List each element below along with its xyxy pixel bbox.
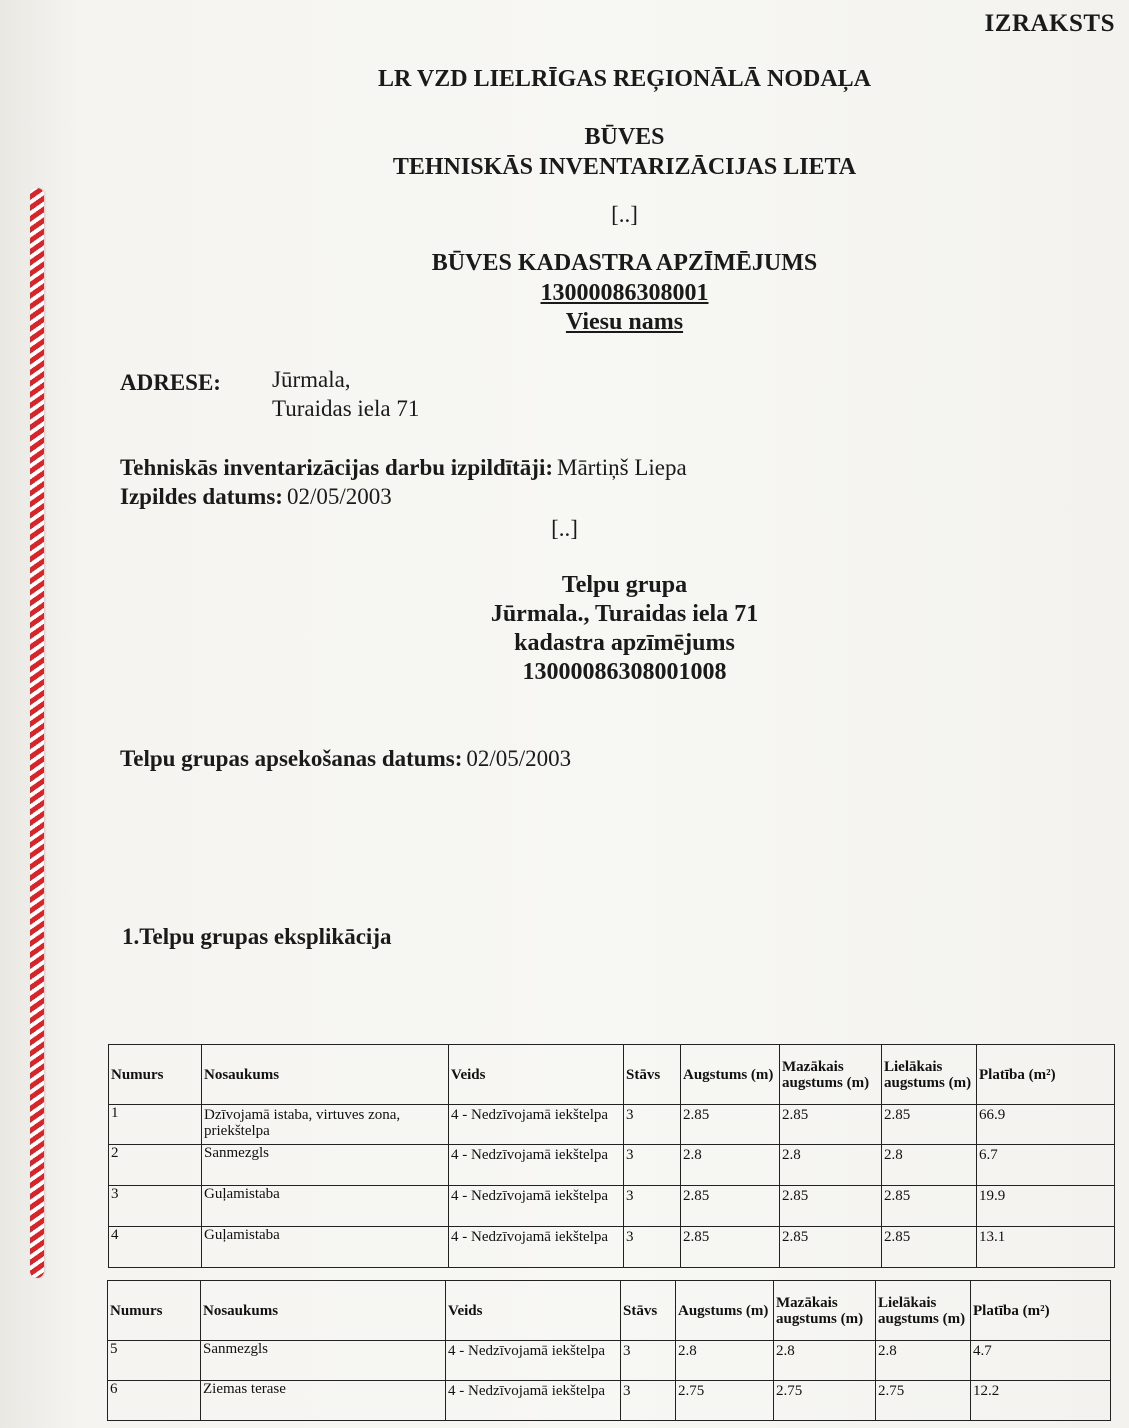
cell-mazakais: 2.85: [780, 1105, 882, 1145]
cell-numurs: 4: [109, 1227, 202, 1268]
survey-date-line: [120, 746, 571, 772]
binding-string: [30, 188, 44, 1278]
cell-numurs: 2: [109, 1145, 202, 1186]
header-augstums: Augstums (m): [681, 1045, 780, 1105]
cell-lielakais: 2.85: [882, 1227, 977, 1268]
header-stavs: Stāvs: [624, 1045, 681, 1105]
cell-veids: 4 - Nedzīvojamā iekštelpa: [449, 1145, 624, 1186]
cell-platiba: 6.7: [977, 1145, 1115, 1186]
explication-table-1: [108, 1044, 1115, 1268]
address-line-2: Turaidas iela 71: [272, 396, 420, 421]
address-line-1: Jūrmala,: [272, 367, 351, 392]
ellipsis-2: [..]: [551, 516, 578, 541]
cell-nosaukums: Guļamistaba: [202, 1186, 449, 1227]
cell-stavs: 3: [621, 1341, 676, 1381]
table-row: [109, 1227, 1115, 1268]
cell-platiba: 13.1: [977, 1227, 1115, 1268]
cell-augstums: 2.85: [681, 1186, 780, 1227]
cell-platiba: 19.9: [977, 1186, 1115, 1227]
cell-lielakais: 2.8: [882, 1145, 977, 1186]
cell-platiba: 12.2: [971, 1381, 1111, 1421]
cadastre-number: 13000086308001: [540, 280, 709, 306]
table-row: [109, 1186, 1115, 1227]
cell-augstums: 2.85: [681, 1105, 780, 1145]
cell-nosaukums: Ziemas terase: [201, 1381, 446, 1421]
cadastre-label: BŪVES KADASTRA APZĪMĒJUMS: [431, 250, 818, 276]
address-label: ADRESE:: [120, 370, 221, 395]
cell-mazakais: 2.85: [780, 1186, 882, 1227]
explication-table-2: [107, 1280, 1111, 1421]
table-header-row: [108, 1281, 1111, 1341]
cell-stavs: 3: [624, 1186, 681, 1227]
cell-nosaukums: Sanmezgls: [202, 1145, 449, 1186]
cell-veids: 4 - Nedzīvojamā iekštelpa: [449, 1186, 624, 1227]
header-mazakais: Mazākais augstums (m): [780, 1045, 882, 1105]
execution-date-label: Izpildes datums:: [120, 484, 283, 509]
cell-numurs: 6: [108, 1381, 201, 1421]
table-row: [108, 1381, 1111, 1421]
cell-stavs: 3: [624, 1105, 681, 1145]
cell-nosaukums: Sanmezgls: [201, 1341, 446, 1381]
header-numurs: Numurs: [109, 1045, 202, 1105]
cell-platiba: 4.7: [971, 1341, 1111, 1381]
header-augstums: Augstums (m): [676, 1281, 774, 1341]
table-row: [109, 1145, 1115, 1186]
building-type-wrap: [0, 309, 1129, 336]
performers-line: [120, 455, 687, 481]
office-name: LR VZD LIELRĪGAS REĢIONĀLĀ NODAĻA: [378, 66, 871, 92]
ellipsis-1: [..]: [611, 202, 638, 227]
table-row: [109, 1105, 1115, 1145]
table-header-row: [109, 1045, 1115, 1105]
cell-stavs: 3: [621, 1381, 676, 1421]
header-numurs: Numurs: [108, 1281, 201, 1341]
execution-date-value: 02/05/2003: [286, 484, 392, 509]
header-veids: Veids: [449, 1045, 624, 1105]
cell-augstums: 2.8: [681, 1145, 780, 1186]
room-group-address: Jūrmala., Turaidas iela 71: [490, 601, 759, 627]
header-lielakais: Lielākais augstums (m): [876, 1281, 971, 1341]
cell-lielakais: 2.85: [882, 1105, 977, 1145]
title-line-2: TEHNISKĀS INVENTARIZĀCIJAS LIETA: [392, 154, 857, 180]
cell-lielakais: 2.75: [876, 1381, 971, 1421]
header-platiba: Platība (m²): [971, 1281, 1111, 1341]
cell-veids: 4 - Nedzīvojamā iekštelpa: [449, 1105, 624, 1145]
cell-augstums: 2.75: [676, 1381, 774, 1421]
cell-veids: 4 - Nedzīvojamā iekštelpa: [446, 1381, 621, 1421]
cell-lielakais: 2.85: [882, 1186, 977, 1227]
cell-numurs: 5: [108, 1341, 201, 1381]
cell-mazakais: 2.75: [774, 1381, 876, 1421]
cell-veids: 4 - Nedzīvojamā iekštelpa: [449, 1227, 624, 1268]
execution-date-line: [120, 484, 392, 510]
header-lielakais: Lielākais augstums (m): [882, 1045, 977, 1105]
cell-numurs: 3: [109, 1186, 202, 1227]
cell-augstums: 2.85: [681, 1227, 780, 1268]
header-nosaukums: Nosaukums: [201, 1281, 446, 1341]
cell-numurs: 1: [109, 1105, 202, 1145]
building-type: Viesu nams: [565, 309, 684, 335]
survey-date-label: Telpu grupas apsekošanas datums:: [120, 746, 463, 771]
cell-lielakais: 2.8: [876, 1341, 971, 1381]
performers-value: Mārtiņš Liepa: [557, 455, 687, 480]
cell-nosaukums: Dzīvojamā istaba, virtuves zona, priekštelpa: [202, 1105, 449, 1145]
header-nosaukums: Nosaukums: [202, 1045, 449, 1105]
cell-nosaukums: Guļamistaba: [202, 1227, 449, 1268]
cell-platiba: 66.9: [977, 1105, 1115, 1145]
header-veids: Veids: [446, 1281, 621, 1341]
cell-stavs: 3: [624, 1145, 681, 1186]
title-line-1: BŪVES: [584, 124, 665, 150]
header-stavs: Stāvs: [621, 1281, 676, 1341]
table-row: [108, 1341, 1111, 1381]
room-group-cadastre-label: kadastra apzīmējums: [514, 630, 735, 656]
stamp-izraksts: IZRAKSTS: [984, 10, 1115, 37]
header-platiba: Platība (m²): [977, 1045, 1115, 1105]
room-group-title: Telpu grupa: [561, 572, 688, 598]
survey-date-value: 02/05/2003: [466, 746, 572, 771]
header-mazakais: Mazākais augstums (m): [774, 1281, 876, 1341]
cell-veids: 4 - Nedzīvojamā iekštelpa: [446, 1341, 621, 1381]
room-group-cadastre-number: 13000086308001008: [522, 659, 727, 685]
performers-label: Tehniskās inventarizācijas darbu izpildītāji:: [120, 455, 554, 480]
cell-augstums: 2.8: [676, 1341, 774, 1381]
cell-mazakais: 2.85: [780, 1227, 882, 1268]
cell-mazakais: 2.8: [780, 1145, 882, 1186]
section-title: 1.Telpu grupas eksplikācija: [122, 924, 392, 949]
cadastre-number-wrap: [0, 280, 1129, 307]
cell-mazakais: 2.8: [774, 1341, 876, 1381]
cell-stavs: 3: [624, 1227, 681, 1268]
